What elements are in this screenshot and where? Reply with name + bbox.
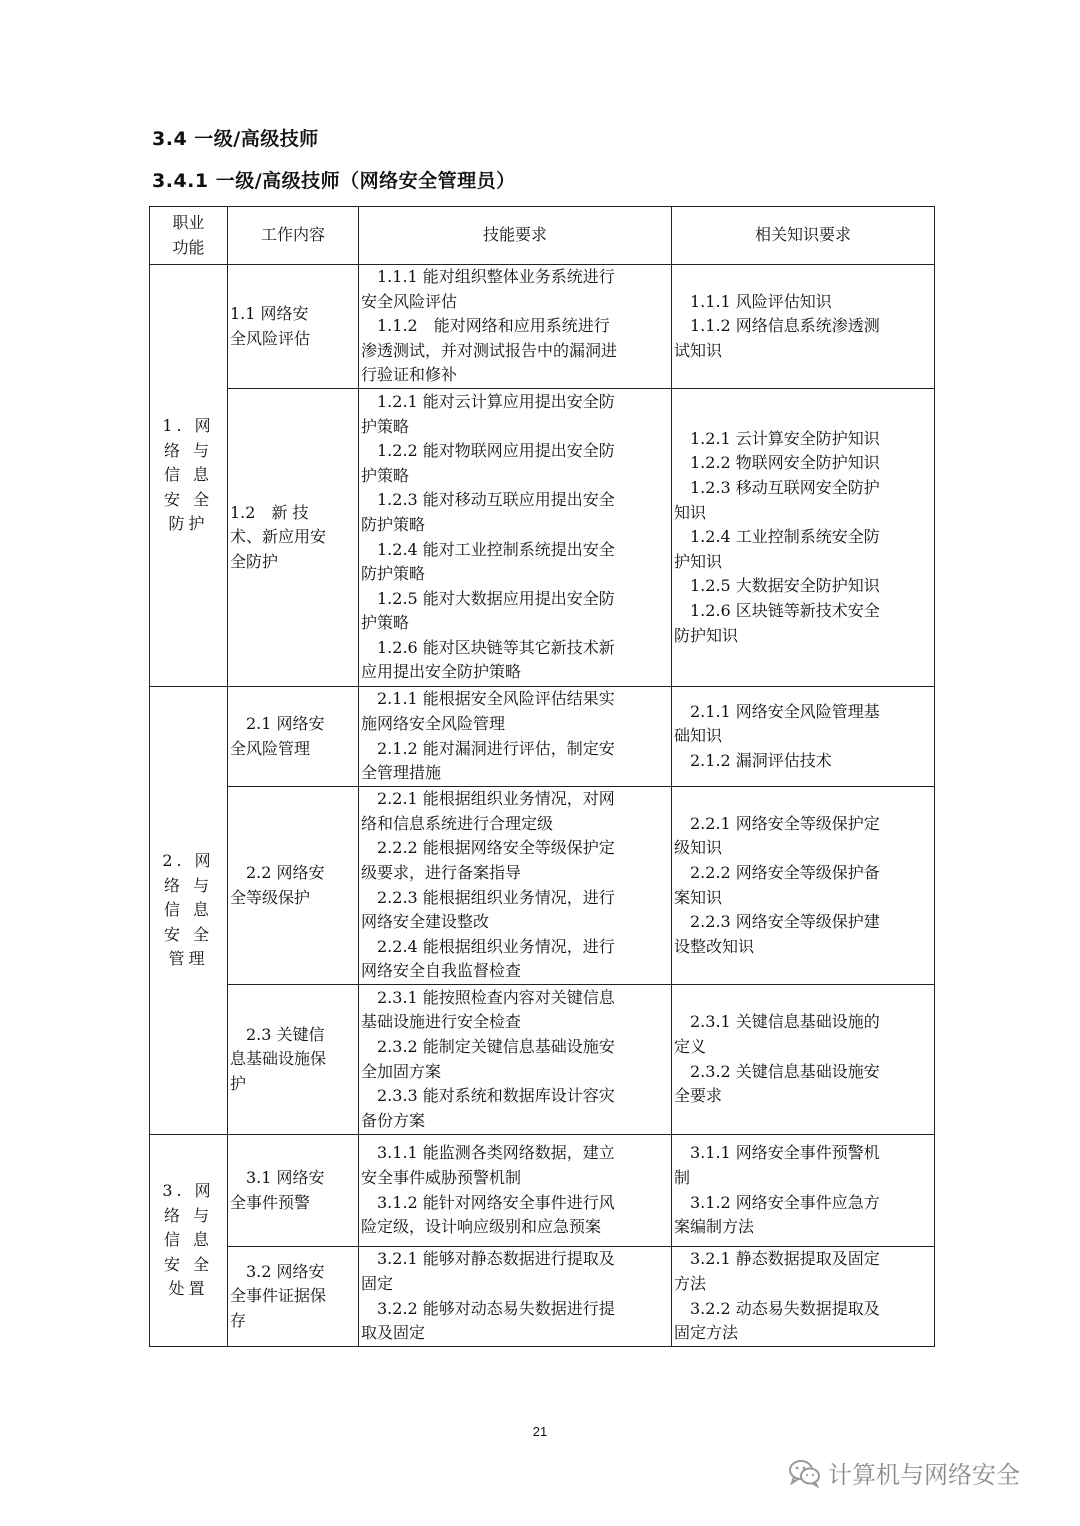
table-row [150, 265, 935, 389]
work-content-cell: 1.1 网络安 全风险评估 [228, 265, 359, 389]
knowledge-cell: 2.2.1 网络安全等级保护定 级知识 2.2.2 网络安全等级保护备 案知识 2.2.3 网络安全等级保护建 设整改知识 [672, 787, 935, 985]
header-skills: 技能要求 [359, 207, 672, 265]
skills-cell: 1.1.1 能对组织整体业务系统进行 安全风险评估 1.1.2 能对网络和应用系统进行 渗透测试，并对测试报告中的漏洞进 行验证和修补 [359, 265, 672, 389]
watermark-text: 计算机与网络安全 [828, 1461, 1020, 1489]
skills-cell: 2.1.1 能根据安全风险评估结果实 施网络安全风险管理 2.1.2 能对漏洞进行评估，制定安 全管理措施 [359, 687, 672, 787]
knowledge-cell: 2.1.1 网络安全风险管理基 础知识 2.1.2 漏洞评估技术 [672, 687, 935, 787]
table-row [150, 787, 935, 985]
work-content-cell: 3.2 网络安 全事件证据保 存 [228, 1247, 359, 1347]
header-function: 职业 功能 [150, 207, 228, 265]
subsection-heading: 3.4.1 一级/高级技师（网络安全管理员） [152, 170, 516, 192]
skills-cell: 2.3.1 能按照检查内容对关键信息 基础设施进行安全检查 2.3.2 能制定关键信息基础设施安 全加固方案 2.3.3 能对系统和数据库设计容灾 备份方案 [359, 985, 672, 1135]
table-row [150, 1247, 935, 1347]
work-content-cell: 3.1 网络安 全事件预警 [228, 1135, 359, 1247]
work-content-cell: 1.2 新 技 术、新应用安 全防护 [228, 389, 359, 687]
table-row [150, 1135, 935, 1247]
knowledge-cell: 1.2.1 云计算安全防护知识 1.2.2 物联网安全防护知识 1.2.3 移动互联网安全防护 知识 1.2.4 工业控制系统安全防 护知识 1.2.5 大数据安全防护知识 1.2.6 区块链等新技术安全 防护知识 [672, 389, 935, 687]
skills-cell: 1.2.1 能对云计算应用提出安全防 护策略 1.2.2 能对物联网应用提出安全防 护策略 1.2.3 能对移动互联应用提出安全 防护策略 1.2.4 能对工业控制系统提出安全 防护策略 1.2.5 能对大数据应用提出安全防 护策略 1.2.6 能对区块链等其它新技术新 应用提出安全防护策略 [359, 389, 672, 687]
table-row [150, 389, 935, 687]
function-cell: 2. 网 络 与 信 息 安 全 管理 [150, 687, 228, 1135]
function-cell: 3. 网 络 与 信 息 安 全 处置 [150, 1135, 228, 1347]
knowledge-cell: 1.1.1 风险评估知识 1.1.2 网络信息系统渗透测 试知识 [672, 265, 935, 389]
knowledge-cell: 2.3.1 关键信息基础设施的 定义 2.3.2 关键信息基础设施安 全要求 [672, 985, 935, 1135]
table-row [150, 687, 935, 787]
header-knowledge: 相关知识要求 [672, 207, 935, 265]
skills-standard-table [149, 206, 935, 1347]
watermark [788, 1455, 1020, 1490]
knowledge-cell: 3.1.1 网络安全事件预警机 制 3.1.2 网络安全事件应急方 案编制方法 [672, 1135, 935, 1247]
skills-cell: 2.2.1 能根据组织业务情况，对网 络和信息系统进行合理定级 2.2.2 能根据网络安全等级保护定 级要求，进行备案指导 2.2.3 能根据组织业务情况，进行 网络安全建设整改 2.2.4 能根据组织业务情况，进行 网络安全自我监督检查 [359, 787, 672, 985]
work-content-cell: 2.1 网络安 全风险管理 [228, 687, 359, 787]
work-content-cell: 2.3 关键信 息基础设施保 护 [228, 985, 359, 1135]
section-heading: 3.4 一级/高级技师 [152, 128, 319, 150]
header-work-content: 工作内容 [228, 207, 359, 265]
skills-cell: 3.1.1 能监测各类网络数据，建立 安全事件威胁预警机制 3.1.2 能针对网络安全事件进行风 险定级，设计响应级别和应急预案 [359, 1135, 672, 1247]
skills-cell: 3.2.1 能够对静态数据进行提取及 固定 3.2.2 能够对动态易失数据进行提 取及固定 [359, 1247, 672, 1347]
page-number: 21 [532, 1424, 548, 1439]
knowledge-cell: 3.2.1 静态数据提取及固定 方法 3.2.2 动态易失数据提取及 固定方法 [672, 1247, 935, 1347]
wechat-icon [788, 1458, 822, 1488]
table-row [150, 985, 935, 1135]
work-content-cell: 2.2 网络安 全等级保护 [228, 787, 359, 985]
function-cell: 1. 网 络 与 信 息 安 全 防护 [150, 265, 228, 687]
